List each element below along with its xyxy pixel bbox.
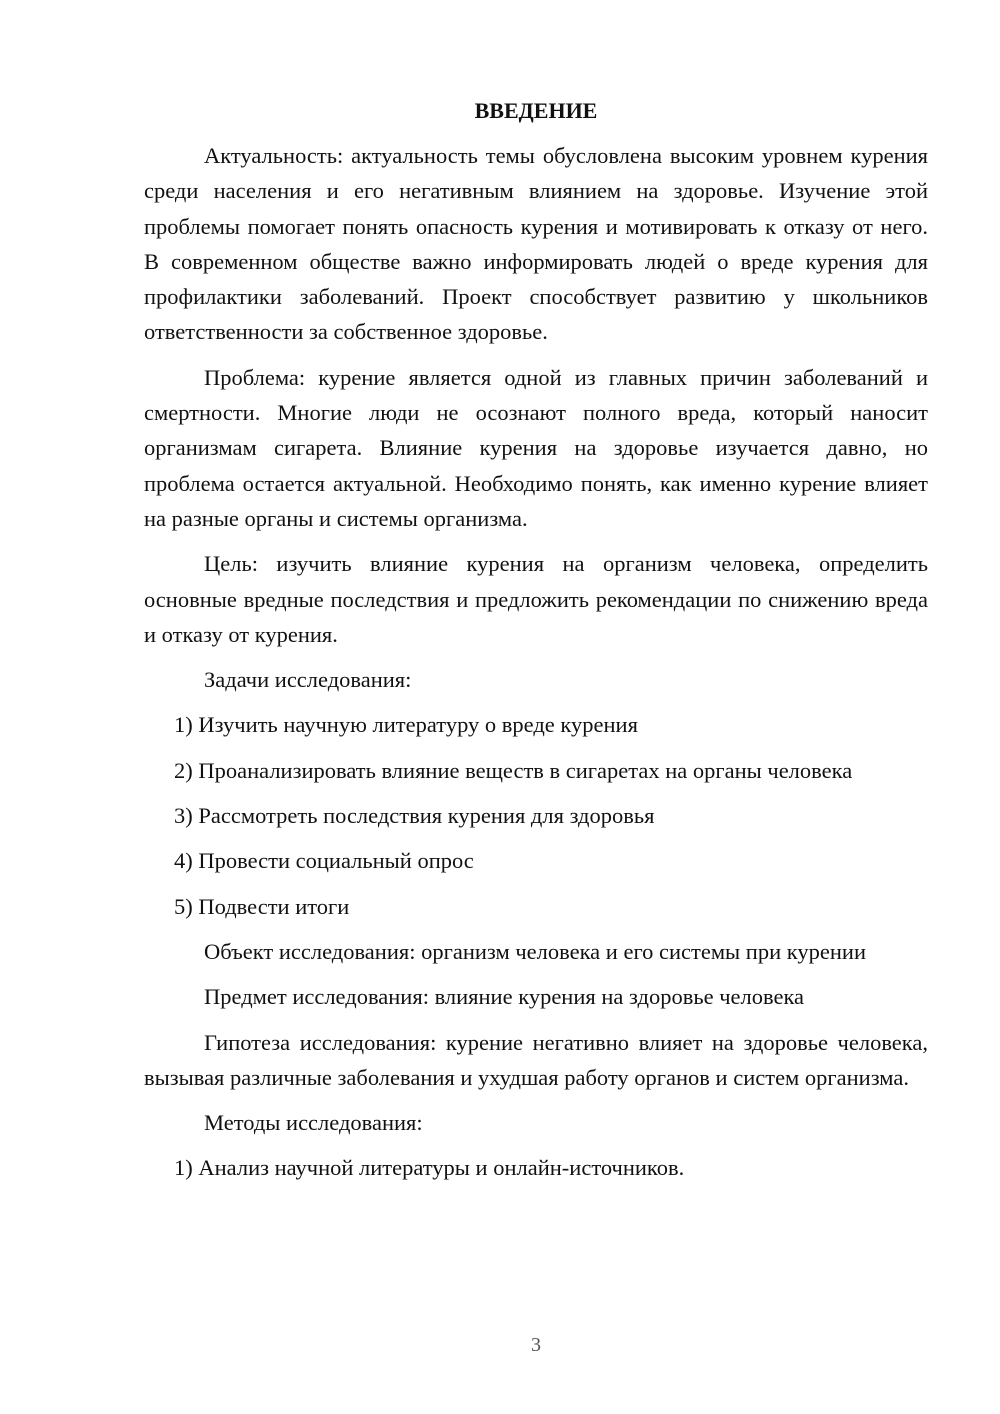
- page-number: 3: [531, 1334, 541, 1356]
- task-item-5: 5) Подвести итоги: [174, 893, 350, 919]
- subject-paragraph: Предмет исследования: влияние курения на здоровье человека: [204, 984, 805, 1010]
- relevance-paragraph: Актуальность: актуальность темы обусловлена высоким уровнем курения среди населения и его негативным влиянием на здоровье. Изучение этой проблемы помогает понять опасность курения и мотивировать к отказу от него. В современном обществе важно информировать людей о вреде курения для профилактики заболеваний. Проект способствует развитию у школьников ответственности за собственное здоровье.: [144, 143, 928, 345]
- hypothesis-paragraph: Гипотеза исследования: курение негативно влияет на здоровье человека, вызывая различные заболевания и ухудшая работу органов и систем организма.: [144, 1029, 928, 1090]
- task-item-1: 1) Изучить научную литературу о вреде курения: [174, 712, 638, 738]
- task-item-3: 3) Рассмотреть последствия курения для здоровья: [174, 803, 655, 829]
- document-page: [144, 96, 928, 1196]
- object-paragraph: Объект исследования: организм человека и его системы при курении: [204, 938, 866, 964]
- section-heading: ВВЕДЕНИЕ: [474, 98, 598, 123]
- problem-paragraph: Проблема: курение является одной из главных причин заболеваний и смертности. Многие люди не осознают полного вреда, который наносит организмам сигарета. Влияние курения на здоровье изучается давно, но проблема остается актуальной. Необходимо понять, как именно курение влияет на разные органы и системы организма.: [144, 364, 928, 531]
- goal-paragraph: Цель: изучить влияние курения на организм человека, определить основные вредные последствия и предложить рекомендации по снижению вреда и отказу от курения.: [144, 551, 928, 647]
- methods-title: Методы исследования:: [204, 1110, 423, 1136]
- method-item-1: 1) Анализ научной литературы и онлайн-источников.: [174, 1155, 685, 1181]
- task-item-2: 2) Проанализировать влияние веществ в сигаретах на органы человека: [174, 757, 853, 783]
- task-item-4: 4) Провести социальный опрос: [174, 848, 474, 874]
- tasks-title: Задачи исследования:: [204, 667, 412, 693]
